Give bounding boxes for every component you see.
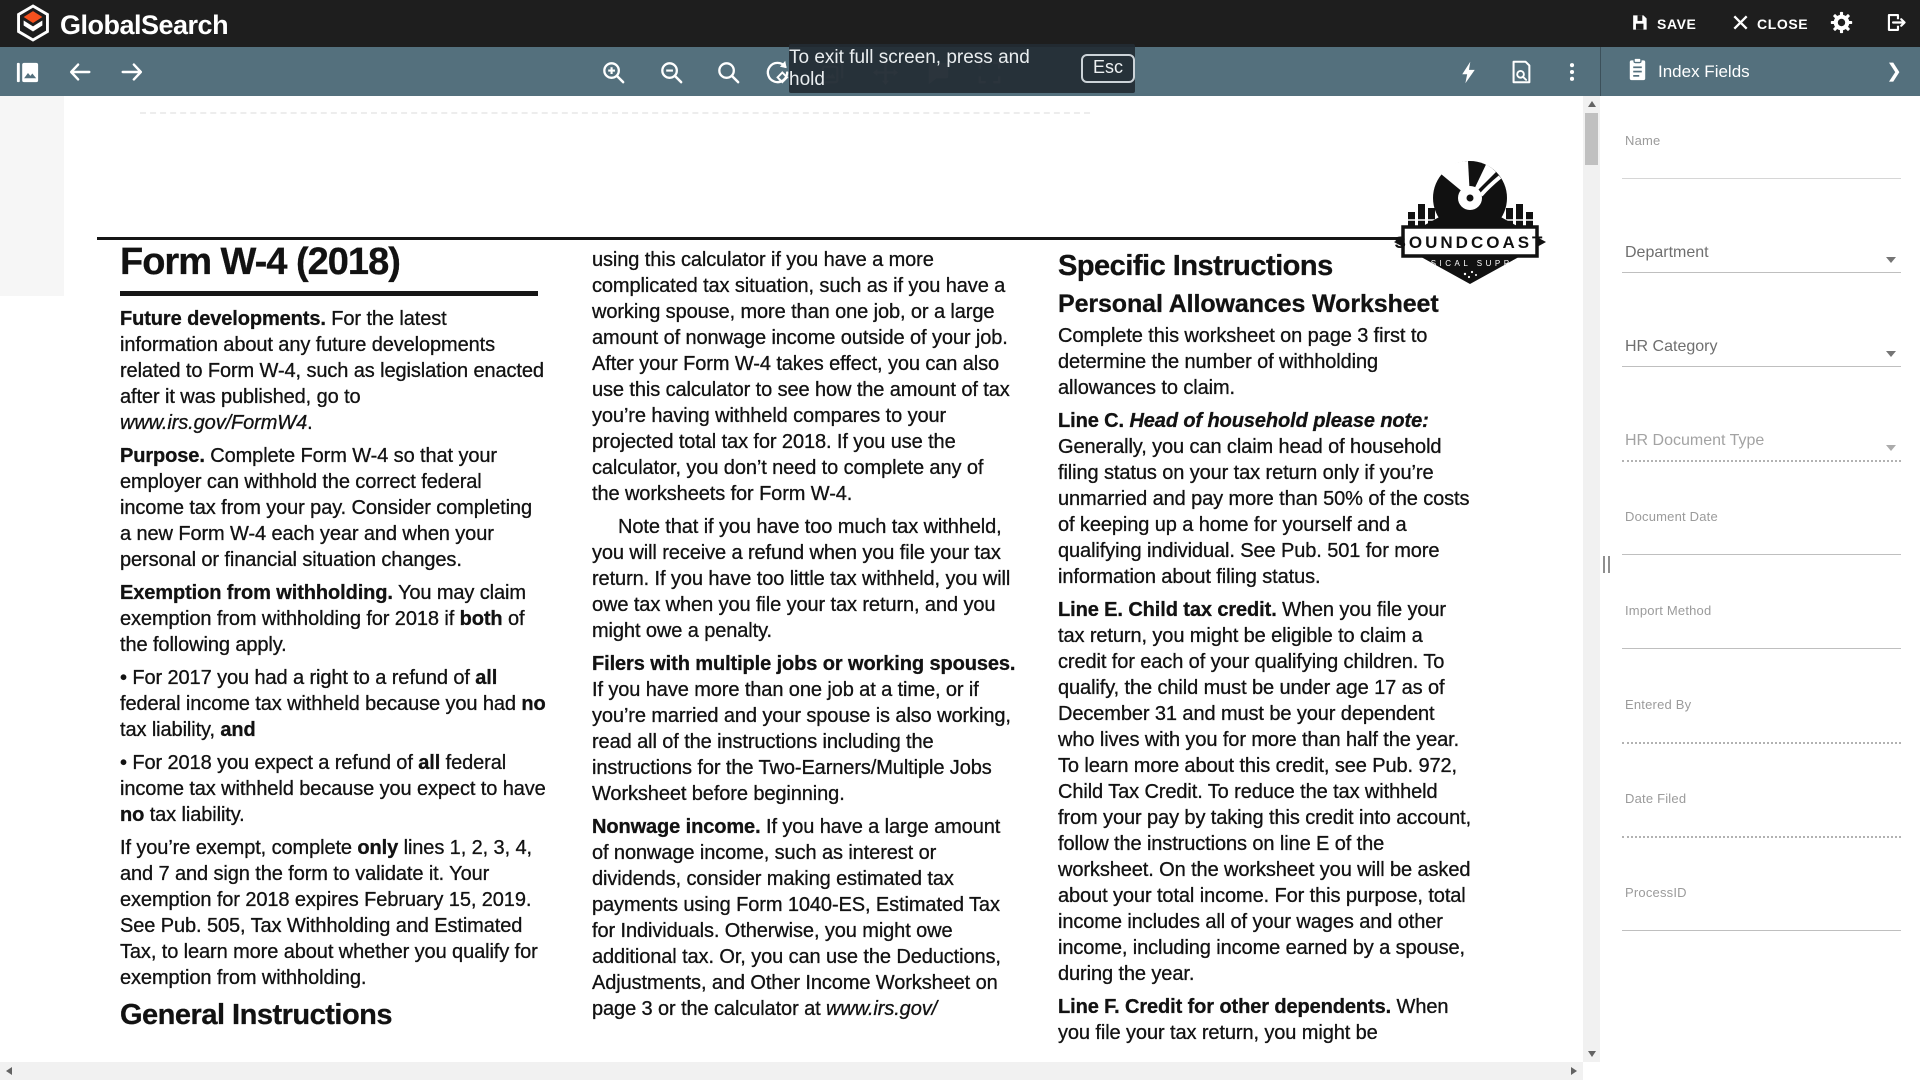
magnifier-icon — [715, 59, 742, 86]
doc-heading: Specific Instructions — [1058, 250, 1333, 282]
doc-paragraph: Line F. Credit for other dependents. When you file your tax return, you might be — [1058, 996, 1449, 1044]
globalsearch-logo — [16, 4, 50, 47]
index-field-import-method[interactable] — [1625, 603, 1898, 649]
soundcoast-logo-text: SOUNDCOAST — [1394, 233, 1546, 252]
topbar — [0, 0, 1920, 47]
scroll-up-arrow[interactable] — [1588, 101, 1596, 107]
zoom-out-icon — [658, 59, 685, 86]
soundcoast-logo — [1388, 150, 1553, 295]
document-viewer[interactable] — [0, 96, 1583, 1062]
doc-paragraph: Purpose. Complete Form W-4 so that your employer can withhold the correct federal income tax from your pay. Consider completing a new Form W-4 each year and when your personal or financial situation changes. — [120, 445, 532, 571]
field-label: Date Filed — [1625, 791, 1687, 806]
field-label: Import Method — [1625, 603, 1712, 618]
index-field-entered-by[interactable] — [1625, 697, 1898, 743]
zoom-in-button[interactable] — [597, 56, 629, 88]
doc-column-3 — [1058, 243, 1472, 1053]
doc-paragraph: Filers with multiple jobs or working spouses. If you have more than one job at a time, or if you’re married and your spouse is also working, read all of the instructions including the instructions for the Two-Earners/Multiple Jobs Worksheet before beginning. — [592, 653, 1016, 805]
dropdown-arrow-icon[interactable] — [1886, 257, 1896, 263]
dropdown-arrow-icon[interactable] — [1886, 351, 1896, 357]
logout-button[interactable] — [1880, 0, 1910, 47]
field-underline — [1622, 460, 1901, 462]
field-underline — [1622, 272, 1901, 273]
logout-icon — [1884, 11, 1907, 37]
doc-paragraph: If you’re exempt, complete only lines 1, 2, 3, 4, and 7 and sign the form to validate it. Your exemption for 2018 expires February 15, 2019. See Pub. 505, Tax Withholding and Estimated Tax, to learn more about whether you qualify for exemption from withholding. — [120, 837, 538, 989]
index-field-processid[interactable] — [1625, 885, 1898, 931]
zoom-out-button[interactable] — [655, 56, 687, 88]
doc-heading: Form W-4 (2018) — [120, 240, 538, 296]
doc-paragraph: Exemption from withholding. You may claim exemption from withholding for 2018 if both of the following apply. — [120, 582, 526, 656]
doc-paragraph: • For 2018 you expect a refund of all federal income tax withheld because you expect to have no tax liability. — [120, 752, 546, 826]
index-field-hr-category[interactable] — [1625, 321, 1898, 367]
dropdown-arrow-icon[interactable] — [1886, 445, 1896, 451]
field-underline — [1622, 648, 1901, 649]
chevron-right-icon[interactable]: ❯ — [1886, 61, 1902, 82]
quick-actions-button[interactable] — [1452, 56, 1484, 88]
doc-paragraph: Nonwage income. If you have a large amount of nonwage income, such as interest or dividends, consider making estimated tax payments using Form 1040-ES, Estimated Tax for Individuals. Otherwise, you might owe additional tax. Or, you can use the Deductions, Adjustments, and Other Income Worksheet on page 3 or the calculator at www.irs.gov/ — [592, 816, 1001, 1020]
field-underline — [1622, 930, 1901, 931]
floppy-save-icon — [1630, 13, 1649, 35]
vertical-scroll-thumb[interactable] — [1585, 113, 1598, 165]
field-label: Entered By — [1625, 697, 1692, 712]
save-button[interactable] — [1630, 0, 1697, 47]
doc-column-2 — [592, 247, 1016, 1029]
field-label: Department — [1625, 244, 1709, 261]
kebab-menu-icon — [1560, 60, 1584, 84]
doc-paragraph: Future developments. For the latest information about any future developments related to Form W-4, such as legislation enacted after it was published, go to www.irs.gov/FormW4. — [120, 308, 544, 434]
doc-paragraph: Note that if you have too much tax withheld, you will receive a refund when you file your tax return. If you have too little tax withheld, you will owe tax when you file your tax return, and you might owe a penalty. — [592, 516, 1011, 642]
fullscreen-exit-tooltip — [789, 44, 1135, 93]
field-label: Name — [1625, 133, 1661, 148]
panel-resize-handle[interactable] — [1603, 556, 1610, 573]
field-underline — [1622, 178, 1901, 179]
index-fields-header — [1600, 47, 1920, 96]
search-document-button[interactable] — [712, 56, 744, 88]
forward-arrow-icon — [119, 59, 145, 85]
app-title: GlobalSearch — [60, 10, 229, 40]
field-underline — [1622, 742, 1901, 744]
close-label: CLOSE — [1757, 15, 1809, 32]
gear-icon — [1830, 11, 1853, 37]
vertical-scrollbar[interactable] — [1583, 96, 1600, 1062]
index-field-department[interactable] — [1625, 227, 1898, 273]
index-fields-title: Index Fields — [1658, 61, 1750, 81]
doc-paragraph: Line E. Child tax credit. When you file your tax return, you might be eligible to claim a credit for each of your qualifying children. To qualify, the child must be under age 17 as of December 31 and must be your dependent who lives with you for more than half the year. To learn more about this credit, see Pub. 972, Child Tax Credit. To reduce the tax withheld from your pay by taking this credit into account, follow the instructions on line E of the worksheet. On the worksheet you will be asked about your total income. For this purpose, total income includes all of your wages and other income, including income earned by a spouse, during the year. — [1058, 599, 1472, 985]
thumbnails-button[interactable] — [11, 56, 43, 88]
index-fields-panel — [1600, 96, 1920, 1080]
x-close-icon — [1732, 14, 1749, 34]
scroll-down-arrow[interactable] — [1588, 1051, 1596, 1057]
doc-paragraph: • For 2017 you had a right to a refund of all federal income tax withheld because you had no tax liability, and — [120, 667, 546, 741]
scan-artifact-line — [140, 112, 1090, 114]
field-underline — [1622, 366, 1901, 367]
zoom-in-icon — [600, 59, 627, 86]
esc-key-badge: Esc — [1081, 54, 1135, 83]
index-field-document-date[interactable] — [1625, 509, 1898, 555]
thumbnails-icon — [14, 59, 41, 86]
index-field-date-filed[interactable] — [1625, 791, 1898, 837]
doc-heading: General Instructions — [120, 999, 393, 1031]
close-button[interactable] — [1732, 0, 1808, 47]
more-options-button[interactable] — [1556, 56, 1588, 88]
doc-paragraph: using this calculator if you have a more complicated tax situation, such as if you have a working spouse, more than one job, or a large amount of nonwage income outside of your job. After your Form W-4 takes effect, you can also use this calculator to see how the amount of tax you’re having withheld compares to your projected total tax for 2018. If you use the calculator, you don’t need to complete any of the worksheets for Form W-4. — [592, 249, 1010, 505]
field-label: HR Category — [1625, 338, 1718, 355]
settings-button[interactable] — [1826, 0, 1856, 47]
brand — [16, 4, 228, 47]
field-label: Document Date — [1625, 509, 1718, 524]
field-underline — [1622, 836, 1901, 838]
doc-column-1 — [120, 240, 548, 1038]
horizontal-scrollbar[interactable] — [0, 1062, 1583, 1080]
save-label: SAVE — [1657, 15, 1697, 32]
field-underline — [1622, 554, 1901, 555]
doc-heading: Personal Allowances Worksheet — [1058, 290, 1439, 318]
scroll-right-arrow[interactable] — [1571, 1067, 1577, 1075]
rotate-icon — [764, 59, 791, 86]
page-preview-icon — [1508, 59, 1534, 85]
scroll-left-arrow[interactable] — [6, 1067, 12, 1075]
forward-button[interactable] — [116, 56, 148, 88]
scan-edge-shading — [0, 96, 64, 296]
field-label: ProcessID — [1625, 885, 1687, 900]
doc-paragraph: Complete this worksheet on page 3 first to determine the number of withholding allowances to claim. — [1058, 325, 1428, 399]
page-preview-button[interactable] — [1505, 56, 1537, 88]
clipboard-icon — [1627, 57, 1648, 86]
tooltip-text: To exit full screen, press and hold — [789, 46, 1030, 90]
doc-paragraph: Line C. Head of household please note: Generally, you can claim head of household filing status on your tax return only if you’re unmarried and pay more than 50% of the costs of keeping up a home for yourself and a qualifying individual. See Pub. 501 for more information about filing status. — [1058, 410, 1470, 588]
back-button[interactable] — [64, 56, 96, 88]
index-field-hr-document-type[interactable] — [1625, 415, 1898, 461]
soundcoast-logo-subtext: MUSICAL SUPPLY — [1411, 259, 1529, 268]
index-field-name[interactable] — [1625, 133, 1898, 179]
back-arrow-icon — [67, 59, 93, 85]
field-label: HR Document Type — [1625, 432, 1765, 449]
lightning-icon — [1456, 60, 1481, 85]
